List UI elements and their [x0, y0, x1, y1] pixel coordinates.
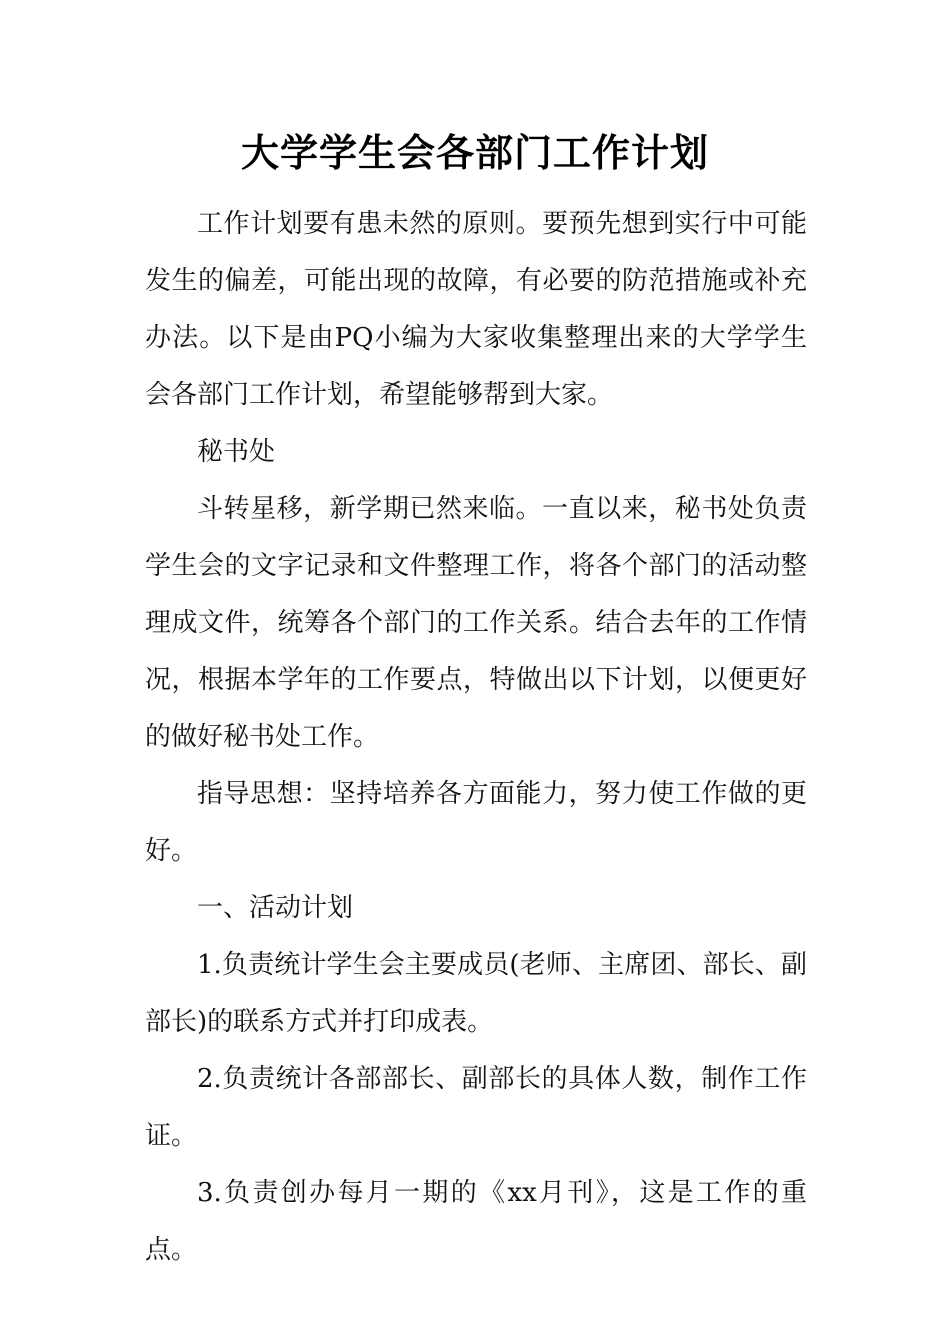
paragraph-item-1: 1.负责统计学生会主要成员(老师、主席团、部长、副部长)的联系方式并打印成表。 — [145, 950, 807, 1037]
paragraph-item-2: 2.负责统计各部部长、副部长的具体人数，制作工作证。 — [145, 1064, 807, 1151]
document-title: 大学学生会各部门工作计划 — [240, 130, 709, 175]
paragraph-activity-plan-heading: 一、活动计划 — [197, 893, 354, 923]
document-body — [145, 196, 807, 1279]
paragraph-item-3: 3.负责创办每月一期的《xx月刊》，这是工作的重点。 — [145, 1178, 807, 1265]
paragraph-section-heading: 秘书处 — [197, 437, 276, 467]
paragraph-secretariat-overview: 斗转星移，新学期已然来临。一直以来，秘书处负责学生会的文字记录和文件整理工作，将各个部门的活动整理成文件，统筹各个部门的工作关系。结合去年的工作情况，根据本学年的工作要点，特做出以下计划，以便更好的做好秘书处工作。 — [145, 494, 807, 752]
paragraph-guiding-principle: 指导思想：坚持培养各方面能力，努力使工作做的更好。 — [145, 779, 807, 866]
paragraph-intro: 工作计划要有患未然的原则。要预先想到实行中可能发生的偏差，可能出现的故障，有必要的防范措施或补充办法。以下是由PQ小编为大家收集整理出来的大学学生会各部门工作计划，希望能够帮到大家。 — [145, 209, 807, 410]
